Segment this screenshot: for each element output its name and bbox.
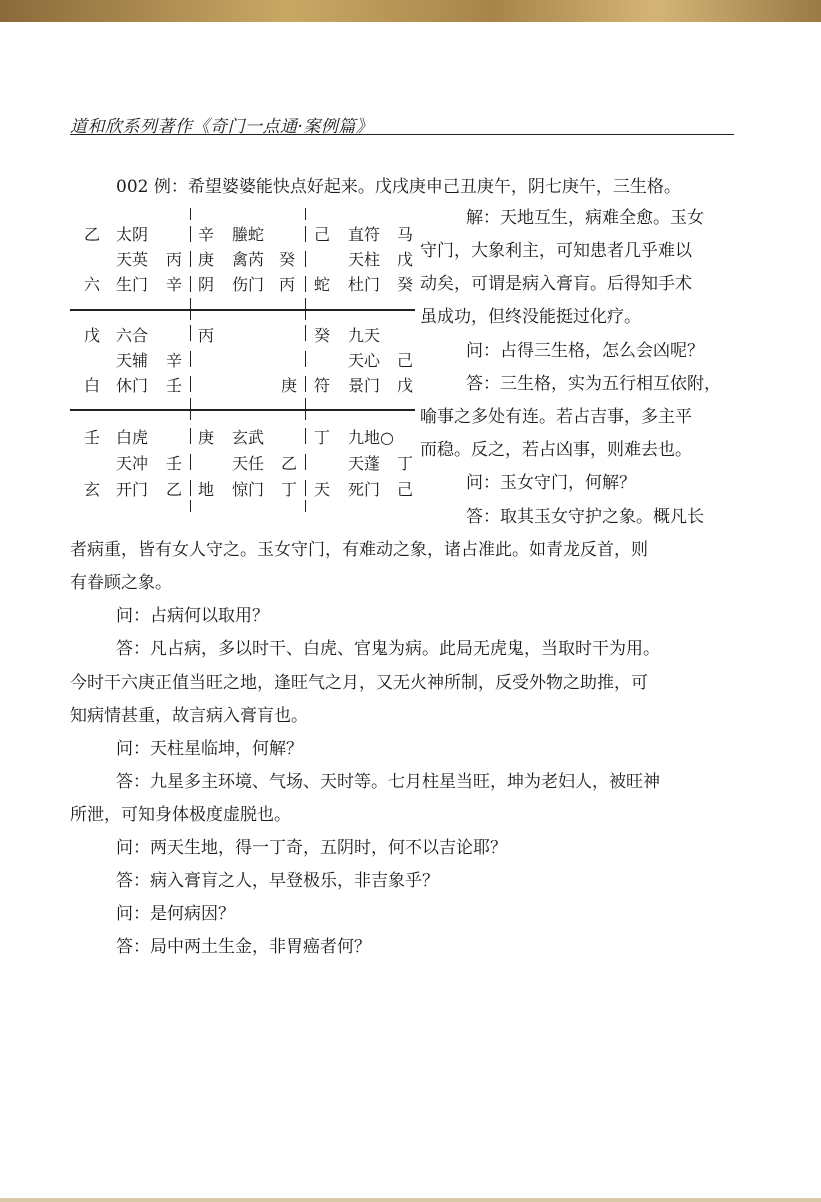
palace-8-stem: 庚 [198,428,215,447]
body-line: 问：是何病因？ [116,904,235,924]
palace-2-stem: 辛 [198,225,215,244]
palace-7-star: 天冲 [116,454,149,473]
grid-tick [305,454,306,470]
grid-tick [190,226,191,242]
palace-4-star-stem: 辛 [166,351,183,370]
palace-3-deity: 直符 [348,225,381,244]
palace-6-star-stem: 己 [397,351,414,370]
palace-3-star-stem: 戊 [397,250,414,269]
palace-3-mark: 蛇 [314,275,331,294]
palace-3-door: 杜门 [348,275,381,294]
body-line: 者病重，皆有女人守之。玉女守门，有难动之象，诸占准此。如青龙反首，则 [70,540,648,560]
palace-1-door: 生门 [116,275,149,294]
side-paragraph-line: 虽成功，但终没能挺过化疗。 [420,307,641,327]
palace-3-star: 天柱 [348,250,381,269]
palace-1-stem: 乙 [84,225,101,244]
grid-tick [190,251,191,267]
bottom-decorative-bar [0,1198,821,1202]
palace-2-door: 伤门 [232,275,265,294]
grid-tick [305,398,306,420]
body-line: 今时干六庚正值当旺之地，逢旺气之月，又无火神所制，反受外物之助推，可 [70,673,648,693]
palace-1-deity: 太阴 [116,225,149,244]
side-paragraph-line: 守门，大象利主，可知患者几乎难以 [420,241,692,261]
side-paragraph-line: 而稳。反之，若占凶事，则难去也。 [420,440,692,460]
body-line: 答：九星多主环境、气场、天时等。七月柱星当旺，坤为老妇人，被旺神 [116,772,660,792]
body-line: 答：凡占病，多以时干、白虎、官鬼为病。此局无虎鬼，当取时干为用。 [116,639,660,659]
side-paragraph-line: 问：玉女守门，何解？ [466,473,636,493]
palace-6-star: 天心 [348,351,381,370]
palace-8-mark: 地 [198,480,215,499]
body-line: 有眷顾之象。 [70,573,172,593]
palace-7-door-stem: 乙 [166,480,183,499]
grid-tick [305,298,306,320]
palace-8-star-stem: 乙 [281,454,298,473]
page-header: 道和欣系列著作《奇门一点通·案例篇》 [70,117,374,137]
palace-7-stem: 壬 [84,428,101,447]
grid-tick [190,325,191,341]
body-line: 知病情甚重，故言病入膏肓也。 [70,706,308,726]
palace-2-ground-stem: 庚 [198,250,215,269]
palace-8-deity: 玄武 [232,428,265,447]
grid-tick [190,500,191,512]
body-line: 答：局中两土生金，非胃癌者何？ [116,937,371,957]
palace-4-mark: 白 [84,376,101,395]
grid-tick [305,226,306,242]
side-paragraph-line: 解：天地互生，病难全愈。玉女 [466,208,704,228]
side-paragraph-line: 问：占得三生格，怎么会凶呢？ [466,341,704,361]
palace-7-star-stem: 壬 [166,454,183,473]
palace-5-ground-stem: 庚 [281,376,298,395]
palace-5-stem: 丙 [198,326,215,345]
palace-2-star: 禽芮 [232,250,265,269]
palace-8-door: 惊门 [232,480,265,499]
palace-9-star-stem: 丁 [397,454,414,473]
grid-tick [305,351,306,367]
grid-tick [190,208,191,220]
palace-6-stem: 癸 [314,326,331,345]
grid-tick [305,251,306,267]
side-paragraph-line: 动矣，可谓是病入膏肓。后得知手术 [420,274,692,294]
grid-tick [305,500,306,512]
palace-4-star: 天辅 [116,351,149,370]
grid-tick [190,398,191,420]
palace-9-star: 天蓬 [348,454,381,473]
palace-6-door-stem: 戊 [397,376,414,395]
grid-tick [190,454,191,470]
grid-tick [305,325,306,341]
grid-tick [190,428,191,444]
palace-9-door-stem: 己 [397,480,414,499]
palace-9-deity: 九地○ [348,428,394,447]
body-line: 问：天柱星临坤，何解？ [116,739,303,759]
body-line: 答：病入膏肓之人，早登极乐，非吉象乎？ [116,871,439,891]
palace-1-star: 天英 [116,250,149,269]
grid-tick [190,480,191,496]
case-line: 002 例：希望婆婆能快点好起来。戊戌庚申己丑庚午，阴七庚午，三生格。 [116,177,681,197]
palace-7-deity: 白虎 [116,428,149,447]
side-paragraph-line: 答：三生格，实为五行相互依附， [466,374,721,394]
palace-2-deity: 螣蛇 [232,225,265,244]
palace-9-stem: 丁 [314,428,331,447]
grid-tick [305,276,306,292]
grid-tick [305,480,306,496]
palace-3-horse: 马 [397,225,414,244]
side-paragraph-line: 答：取其玉女守护之象。概凡长 [466,507,704,527]
grid-rule-2 [70,409,415,411]
palace-8-door-stem: 丁 [281,480,298,499]
palace-2-door-stem: 丙 [279,275,296,294]
palace-4-deity: 六合 [116,326,149,345]
grid-tick [305,376,306,392]
palace-4-door: 休门 [116,376,149,395]
body-line: 问：占病何以取用？ [116,606,269,626]
palace-8-star: 天任 [232,454,265,473]
palace-6-mark: 符 [314,376,331,395]
header-rule [70,134,734,135]
body-line: 所泄，可知身体极度虚脱也。 [70,805,291,825]
grid-tick [190,351,191,367]
palace-1-mark: 六 [84,275,101,294]
palace-2-mark: 阴 [198,275,215,294]
palace-7-door: 开门 [116,480,149,499]
grid-tick [190,298,191,320]
palace-3-door-stem: 癸 [397,275,414,294]
side-paragraph-line: 喻事之多处有连。若占吉事，多主平 [420,407,692,427]
grid-tick [305,208,306,220]
palace-7-mark: 玄 [84,480,101,499]
palace-6-deity: 九天 [348,326,381,345]
palace-3-stem: 己 [314,225,331,244]
palace-2-star-stem: 癸 [279,250,296,269]
top-decorative-bar [0,0,821,22]
grid-rule-1 [70,309,415,311]
palace-1-star-stem: 丙 [166,250,183,269]
palace-4-door-stem: 壬 [166,376,183,395]
grid-tick [305,428,306,444]
palace-1-door-stem: 辛 [166,275,183,294]
palace-9-door: 死门 [348,480,381,499]
grid-tick [190,376,191,392]
grid-tick [190,276,191,292]
palace-4-stem: 戊 [84,326,101,345]
palace-6-door: 景门 [348,376,381,395]
body-line: 问：两天生地，得一丁奇，五阴时，何不以吉论耶？ [116,838,507,858]
palace-9-mark: 天 [314,480,331,499]
